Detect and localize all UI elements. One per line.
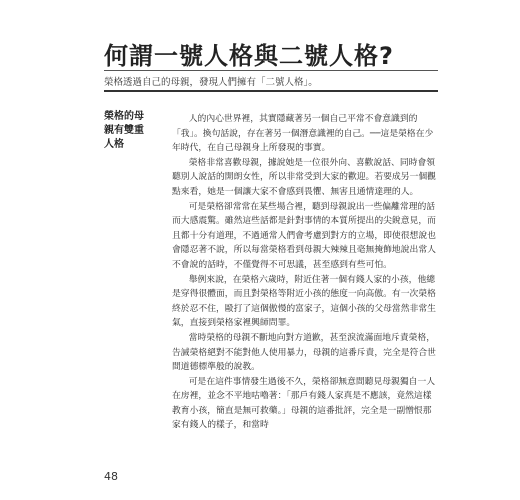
title-divider [104, 70, 438, 71]
section-heading-line: 親有雙重 [104, 125, 144, 136]
page-title: 何謂一號人格與二號人格? [104, 42, 394, 70]
paragraph: 舉例來說，在榮格六歲時，附近住著一個有錢人家的小孩，他總是穿得很體面，而且對榮格等附近小孩的態度一向高傲。有一次榮格終於忍不住，毆打了這個傲慢的富家子，這個小孩的父母當然非常生氣，直接到榮格家裡興師問罪。 [172, 274, 436, 329]
section-heading [104, 110, 158, 152]
page-subtitle: 榮格透過自己的母親，發現人們擁有「二號人格」。 [104, 77, 318, 88]
paragraph: 可是榮格卻常常在某些場合裡，聽到母親說出一些偏離常理的話而大感震驚。雖然這些話都是針對事情的本質所提出的尖銳意見，而且都十分有道理，不過通常人們會考慮到對方的立場，即使很想說也會隱忍著不說，所以每當榮格看到母親大辣辣且毫無掩飾地說出常人不會說的話時，不僅覺得不可思議，甚至感到有些可怕。 [172, 201, 436, 270]
paragraph: 人的內心世界裡，其實隱藏著另一個自己平常不會意識到的「我」。換句話說，存在著另一個潛意識裡的自己。──這是榮格在少年時代，在自己母親身上所發現的事實。 [172, 114, 434, 154]
paragraph: 榮格非常喜歡母親，據說她是一位很外向、喜歡說話、同時會領聽別人說話的開朗女性，所以非常受到大家的歡迎。若要成另一個觀點來看，她是一個讓大家不會感到畏懼、無害且通情達理的人。 [172, 157, 436, 197]
paragraph: 可是在這件事情發生過後不久，榮格卻無意間聽見母親獨自一人在房裡，並念不平地咕嚕著：「那戶有錢人家真是不應該，竟然這樣教育小孩，簡直是無可救藥。」母親的這番批評，完全是一副憎恨那家有錢人的樣子，和當時 [172, 376, 436, 431]
section-heading-line: 人格 [104, 139, 124, 150]
section-heading-line: 榮格的母 [104, 111, 144, 122]
body-text [172, 112, 438, 433]
subtitle-divider [104, 90, 438, 92]
page-number: 48 [104, 470, 118, 483]
paragraph: 當時榮格的母親不斷地向對方道歉，甚至淚流滿面地斥責榮格，告誡榮格絕對不能對他人使用暴力，母親的這番斥責，完全是符合世間道德標準般的說教。 [172, 332, 436, 373]
